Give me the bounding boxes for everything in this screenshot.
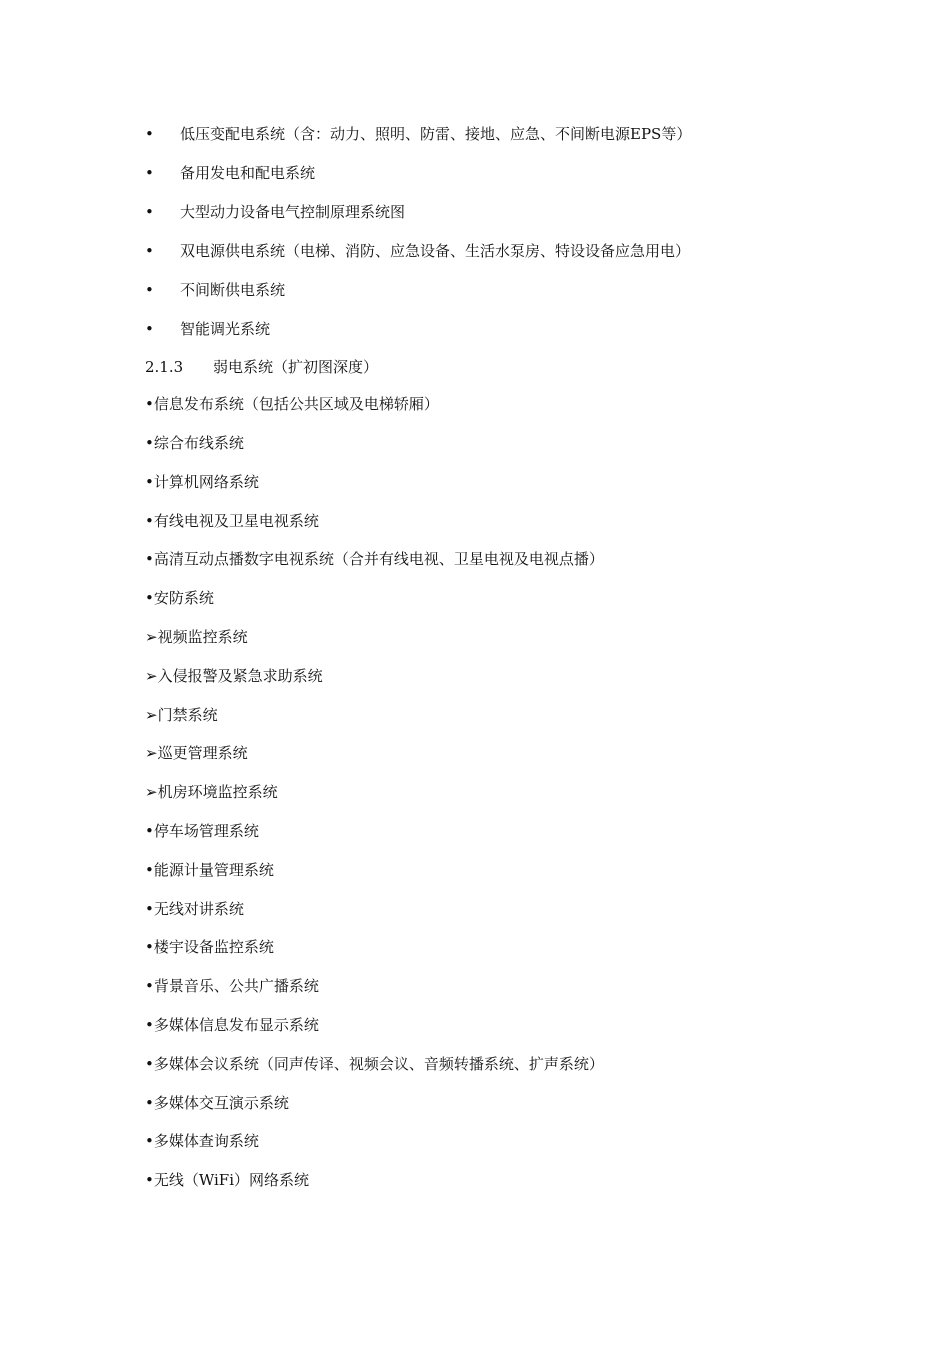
section-title: 弱电系统（扩初图深度） bbox=[213, 358, 379, 376]
sub-list-item: ➢巡更管理系统 bbox=[145, 744, 248, 762]
section-heading bbox=[145, 357, 378, 377]
sub-list-item: ➢门禁系统 bbox=[145, 706, 218, 724]
list-item: •楼宇设备监控系统 bbox=[145, 938, 274, 956]
list-item-text: 不间断供电系统 bbox=[180, 281, 286, 299]
list-item: •无线（WiFi）网络系统 bbox=[145, 1171, 310, 1189]
list-item bbox=[145, 163, 315, 183]
list-item: •多媒体交互演示系统 bbox=[145, 1094, 289, 1112]
list-item-text: 双电源供电系统（电梯、消防、应急设备、生活水泵房、特设设备应急用电） bbox=[180, 242, 691, 260]
bullet-icon: • bbox=[145, 320, 154, 338]
list-item: •综合布线系统 bbox=[145, 434, 244, 452]
list-item-text: 低压变配电系统（含：动力、照明、防雷、接地、应急、不间断电源EPS等） bbox=[180, 125, 692, 143]
bullet-icon: • bbox=[145, 281, 154, 299]
list-item: •多媒体信息发布显示系统 bbox=[145, 1016, 319, 1034]
list-item-text: 智能调光系统 bbox=[180, 320, 271, 338]
list-item: •计算机网络系统 bbox=[145, 473, 259, 491]
list-item-text: 大型动力设备电气控制原理系统图 bbox=[180, 203, 406, 221]
sub-list-item: ➢入侵报警及紧急求助系统 bbox=[145, 667, 323, 685]
list-item bbox=[145, 319, 270, 339]
bullet-icon: • bbox=[145, 125, 154, 143]
list-item: •高清互动点播数字电视系统（合并有线电视、卫星电视及电视点播） bbox=[145, 550, 604, 568]
list-item: •多媒体会议系统（同声传译、视频会议、音频转播系统、扩声系统） bbox=[145, 1055, 604, 1073]
bullet-icon: • bbox=[145, 164, 154, 182]
bullet-icon: • bbox=[145, 242, 154, 260]
list-item bbox=[145, 124, 691, 144]
list-item: •能源计量管理系统 bbox=[145, 861, 274, 879]
list-item bbox=[145, 241, 690, 261]
list-item: •背景音乐、公共广播系统 bbox=[145, 977, 319, 995]
bullet-icon: • bbox=[145, 203, 154, 221]
list-item bbox=[145, 280, 285, 300]
sub-list-item: ➢视频监控系统 bbox=[145, 628, 248, 646]
list-item: •安防系统 bbox=[145, 589, 214, 607]
list-item: •无线对讲系统 bbox=[145, 900, 244, 918]
sub-list-item: ➢机房环境监控系统 bbox=[145, 783, 278, 801]
list-item: •信息发布系统（包括公共区域及电梯轿厢） bbox=[145, 395, 439, 413]
list-item bbox=[145, 202, 405, 222]
list-item: •多媒体查询系统 bbox=[145, 1132, 259, 1150]
section-number: 2.1.3 bbox=[145, 358, 184, 376]
list-item: •停车场管理系统 bbox=[145, 822, 259, 840]
list-item: •有线电视及卫星电视系统 bbox=[145, 512, 319, 530]
list-item-text: 备用发电和配电系统 bbox=[180, 164, 316, 182]
